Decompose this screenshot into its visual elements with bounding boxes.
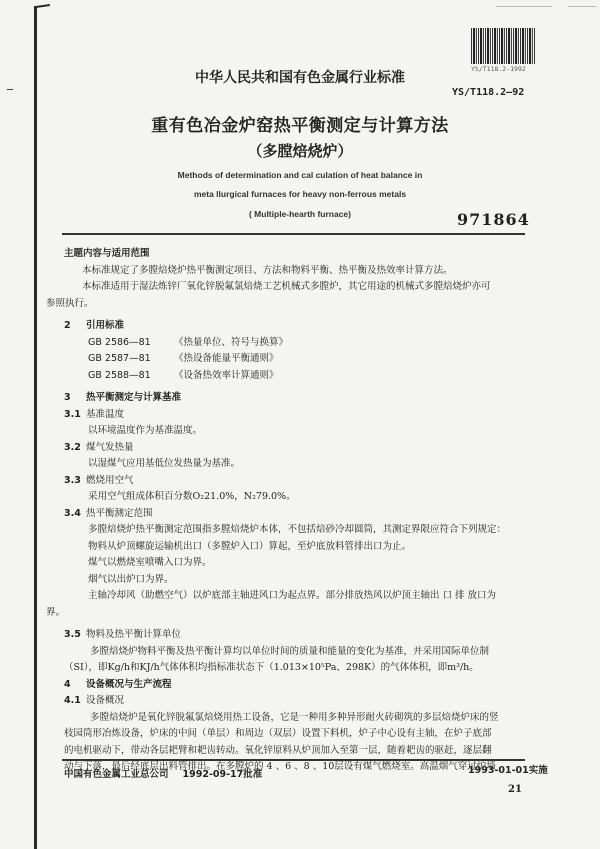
english-title-line: Methods of determination and cal culation of heat balance in [177, 170, 423, 180]
document-number: 971864 [457, 210, 530, 229]
section-3-2-heading: 3.2 煤气发热量 [64, 441, 134, 453]
page-number: 21 [508, 784, 522, 795]
section-2-heading: 2 引用标准 [64, 320, 125, 331]
paragraph: 采用空气组成体积百分数O₂21.0%，N₂79.0%。 [88, 491, 296, 502]
english-title-line: meta llurgical furnaces for heavy non-ferrous metals [193, 189, 407, 199]
top-edge-mark [568, 6, 596, 7]
approval-date: 1992-09-17批准 [182, 769, 263, 780]
header-divider [62, 233, 525, 235]
page-subtitle: （多膛焙烧炉） [247, 142, 353, 160]
section-1-heading: 主题内容与适用范围 [64, 248, 150, 259]
paragraph: 以湿煤气应用基低位发热量为基准。 [88, 458, 241, 469]
paragraph-continued: 参照执行。 [46, 297, 94, 309]
effective-date: 1993-01-01实施 [468, 765, 548, 776]
paragraph-line: 主轴冷却风（助燃空气）以炉底部主轴进风口为起点界。部分排放热风以炉顶主轴出 口 排 放口为 [88, 590, 497, 601]
issuer: 中国有色金属工业总公司 [64, 769, 169, 780]
english-title-line: ( Multiple-hearth furnace) [248, 209, 351, 219]
document-body [46, 246, 534, 776]
standard-code: YS/T118.2—92 [452, 87, 525, 98]
footer-issuer-block [64, 766, 262, 780]
paragraph: 本标准适用于湿法炼锌厂氧化锌脱氟氯焙烧工艺机械式多膛炉，其它用途的机械式多膛焙烧炉亦可 [82, 281, 491, 292]
section-3-heading: 3 热平衡测定与计算基准 [64, 392, 182, 403]
barcode-icon [471, 28, 535, 64]
section-4-heading: 4 设备概况与生产流程 [64, 678, 172, 690]
paragraph-line: 煤气以燃烧室喷嘴入口为界。 [88, 557, 212, 568]
paragraph: 本标准规定了多膛焙烧炉热平衡测定项目、方法和物料平衡、热平衡及热效率计算方法。 [82, 264, 453, 276]
paragraph-line: 物料从炉顶螺旋运输机出口（多膛炉入口）算起，至炉底放料管排出口为止。 [88, 540, 412, 552]
paragraph-line: 多膛焙烧炉热平衡测定范围指多膛焙烧炉本体，不包括焙砂冷却圆筒，其测定界限应符合下列规定： [88, 524, 507, 535]
page-title: 重有色冶金炉窑热平衡测定与计算方法 [151, 116, 449, 136]
standard-category: 中华人民共和国有色金属行业标准 [195, 70, 405, 86]
paragraph-line: 多膛焙烧炉是氧化锌脱氟氯焙烧用热工设备，它是一种用多种异形耐火砖砌筑的多层焙烧炉床的竖 [90, 711, 499, 723]
barcode-text: YS/T118.2-1992 [471, 65, 526, 73]
section-3-1-heading: 3.1 基准温度 [64, 408, 125, 420]
section-3-5-heading: 3.5 物料及热平衡计算单位 [64, 629, 182, 640]
reference-item: GB 2586—81 《热量单位、符号与换算》 [88, 336, 289, 348]
paragraph: 以环境温度作为基准温度。 [88, 425, 203, 436]
paragraph-line: 枝园筒形冶炼设备，炉床的中间（单层）和周边（双层）设置下料机，炉子中心设有主轴，在炉子底部 [64, 728, 492, 739]
reference-item: GB 2587—81 《热设备能量平衡通则》 [88, 353, 279, 364]
reference-item: GB 2588—81 《设备热效率计算通则》 [88, 369, 279, 381]
paragraph-line: 烟气以出炉口为界。 [88, 573, 174, 585]
section-4-1-heading: 4.1 设备概况 [64, 695, 125, 706]
paragraph-line: 动与下落，最后经底层出料管排出。在多膛炉的 4 、6 、8 、10层设有煤气燃烧室。高温烟气穿过炉墙 [64, 761, 496, 772]
footer-divider [62, 759, 525, 761]
binding-edge-tick [36, 4, 50, 8]
paragraph-line: 的电机驱动下，带动各层耙臂和耙齿转动。氧化锌原料从炉顶加入至第一层，随着耙齿的驱赶，逐层翻 [64, 744, 492, 756]
paragraph-continued: 界。 [46, 606, 66, 618]
section-3-3-heading: 3.3 燃烧用空气 [64, 474, 134, 486]
section-3-4-heading: 3.4 热平衡测定范围 [64, 507, 153, 519]
paragraph-line: 多膛焙烧炉物料平衡及热平衡计算均以单位时间的质量和能量的变化为基准，并采用国际单位制 [90, 645, 490, 657]
top-edge-mark [496, 6, 552, 7]
margin-mark [7, 89, 13, 90]
paragraph-line: （SI），即Kg/h和KJ/h气体体积均指标准状态下（1.013×10⁵Pa、298K）的气体体积，即m³/h。 [64, 662, 479, 673]
